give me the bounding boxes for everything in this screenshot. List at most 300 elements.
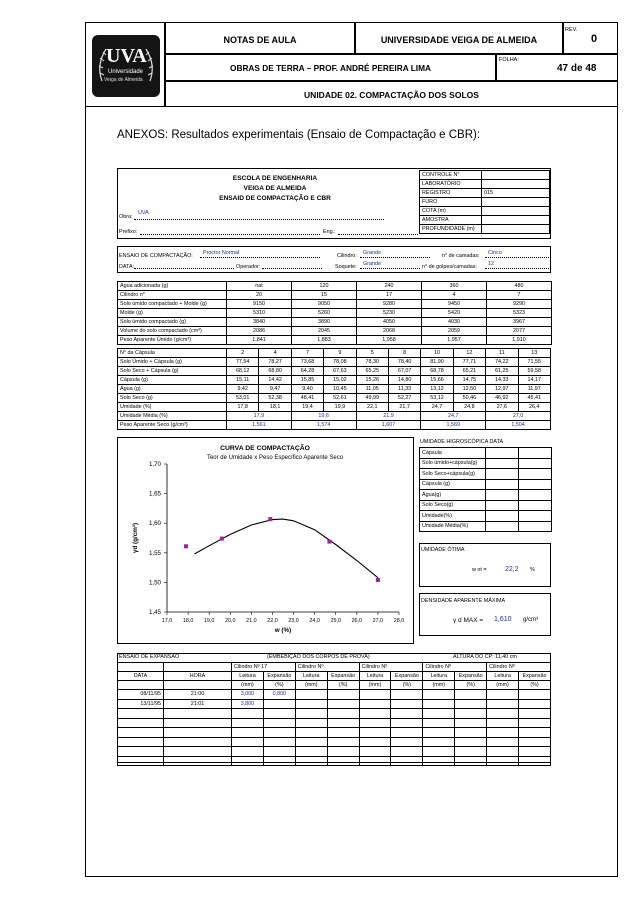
cell-value: 1,841 [227, 336, 292, 345]
cylinder-label: Cilindro Nº [487, 663, 551, 672]
data-line [134, 268, 234, 269]
cell-value: 17,9 [227, 412, 292, 421]
cell-value: 15,66 [421, 376, 453, 385]
data-label: DATA: [119, 264, 135, 270]
blank-cell [263, 747, 295, 757]
row-label: Água adicionada (g) [118, 282, 227, 291]
x-tick-label: 27,0 [372, 618, 384, 624]
cell-value: 2086 [227, 327, 292, 336]
blank-cell [164, 756, 232, 766]
cell-value: 53,12 [421, 394, 453, 403]
blank-cell [487, 756, 519, 766]
eng-line [338, 234, 418, 235]
blank-cell [487, 690, 519, 700]
blank-cell [391, 709, 423, 719]
logo-sub1: Universidade [108, 69, 144, 75]
annex-title: ANEXOS: Resultados experimentais (Ensaio de Compactação e CBR): [117, 129, 481, 141]
soquete-label: Soquete: [335, 264, 357, 270]
data-point [184, 544, 188, 548]
ensaio-label: ENSAIO DE COMPACTAÇÃO: [119, 253, 193, 259]
control-label: COTA (m) [420, 207, 482, 216]
cell-value: 50,46 [453, 394, 485, 403]
blank-cell [519, 737, 551, 747]
capsule-header-row [118, 349, 551, 358]
cell-value: 15,85 [291, 376, 323, 385]
cell-value: 9,42 [227, 385, 259, 394]
row-label: Umidade Média (%) [118, 412, 227, 421]
compaction-row [118, 327, 552, 336]
camadas-value: Cinco [488, 250, 502, 256]
compaction-chart [117, 437, 414, 644]
cell-value: 78,08 [324, 358, 356, 367]
operador-line [262, 268, 322, 269]
blank-cell [359, 747, 391, 757]
y-tick-label: 1,45 [148, 609, 161, 616]
blank-cell [359, 709, 391, 719]
unit-mm: (mm) [487, 681, 519, 690]
exp-hour: 21:00 [164, 690, 232, 700]
hygro-cell [519, 521, 552, 532]
cell-value: 26,4 [518, 403, 550, 412]
exp-date: 08/11/95 [118, 690, 164, 700]
cell-value: 2077 [487, 327, 552, 336]
blank-cell [359, 699, 391, 709]
hygro-label: Cápsula (g) [420, 479, 486, 490]
control-table [419, 170, 550, 234]
expansion-height: ALTURA DO CP: 11,40 cm [453, 654, 517, 660]
hygro-cell [486, 469, 519, 480]
cell-value: 15,26 [356, 376, 388, 385]
x-tick-label: 24,0 [309, 618, 320, 624]
blank-cell [232, 756, 264, 766]
chart-subtitle: Teor de Umidade x Peso Específico Aparente Seco [206, 455, 344, 461]
blank-cell [327, 756, 359, 766]
dens-unit: g/cm³ [523, 617, 538, 623]
data-point [376, 578, 380, 582]
capsule-number: 7 [291, 349, 323, 358]
header-rev-label: REV. [565, 27, 578, 33]
blank-cell [391, 699, 423, 709]
blank-cell [519, 699, 551, 709]
blank-cell [391, 728, 423, 738]
blank-cell [359, 728, 391, 738]
hygro-label: Solo Seco(g) [420, 500, 486, 511]
blank-cell [455, 728, 487, 738]
row-label: Umidade (%) [118, 403, 227, 412]
blank-cell [295, 737, 327, 747]
hygro-row [420, 458, 552, 469]
hygro-label: Solo úmido+cápsula(g) [420, 458, 486, 469]
blank-cell [423, 690, 455, 700]
blank-cell [391, 737, 423, 747]
blank-cell [391, 747, 423, 757]
col-leitura: Leitura [295, 672, 327, 681]
ensaio-value: Proctor Normal [203, 250, 240, 256]
media-row [118, 412, 551, 421]
cell-value: 77,54 [227, 358, 259, 367]
soquete-value: Grande [363, 261, 381, 267]
cell-value: 1,504 [486, 421, 551, 430]
cell-value: 9450 [422, 300, 487, 309]
blank-cell [327, 718, 359, 728]
cell-value: 15,11 [227, 376, 259, 385]
data-point [220, 537, 224, 541]
cell-value: 27,6 [486, 403, 518, 412]
row-label: Cápsula (g) [118, 376, 227, 385]
row-label: Solo Úmido + Cápsula (g) [118, 358, 227, 367]
row-label: Solo Seco (g) [118, 394, 227, 403]
cell-value: 5323 [487, 309, 552, 318]
blank-cell [519, 747, 551, 757]
compaction-table [117, 281, 552, 345]
camadas-label: n° de camadas: [442, 253, 480, 259]
golpes-value: 12 [488, 261, 494, 267]
x-tick-label: 23,0 [288, 618, 299, 624]
control-row [420, 225, 550, 234]
row-label: Volume do solo compactado (cm³) [118, 327, 227, 336]
cell-value: 59,58 [518, 367, 550, 376]
moisture-row [118, 394, 551, 403]
cell-value: 52,61 [324, 394, 356, 403]
cell-value: 68,80 [259, 367, 291, 376]
header-rev-value: 0 [591, 33, 598, 45]
blank-cell [263, 718, 295, 728]
row-label: Peso Aparente Úmido (g/cm³) [118, 336, 227, 345]
control-row [420, 180, 550, 189]
cell-value: 67,07 [388, 367, 420, 376]
expansion-data-row [118, 718, 551, 728]
blank-cell [327, 699, 359, 709]
hygro-table [419, 447, 552, 532]
blank-cell [263, 756, 295, 766]
x-tick-label: 20,0 [225, 618, 236, 624]
unit-pct: (%) [263, 681, 295, 690]
control-label: FURO [420, 198, 482, 207]
blank-cell [423, 718, 455, 728]
unit-mm: (mm) [423, 681, 455, 690]
cell-value: 480 [487, 282, 552, 291]
cell-value: 1,958 [357, 336, 422, 345]
cell-value: 14,75 [453, 376, 485, 385]
blank-cell [487, 737, 519, 747]
cell-value: 68,78 [421, 367, 453, 376]
blank-cell [164, 747, 232, 757]
blank-cell [519, 690, 551, 700]
cell-value: 1,883 [292, 336, 357, 345]
cell-value: 21,9 [356, 412, 421, 421]
expansion-header-row [118, 672, 551, 681]
row-label: Molde (g) [118, 309, 227, 318]
logo-block [85, 22, 165, 107]
cell-value: 15 [292, 291, 357, 300]
cell-value: 5310 [227, 309, 292, 318]
control-value [482, 198, 550, 207]
col-expansao: Expansão [263, 672, 295, 681]
blank-cell [263, 737, 295, 747]
eng-label: Eng.: [323, 229, 336, 235]
blank-cell [164, 709, 232, 719]
cell-value: 14,42 [259, 376, 291, 385]
blank-cell [359, 737, 391, 747]
cell-value: 12,50 [453, 385, 485, 394]
cell-value: 3840 [227, 318, 292, 327]
hygro-row [420, 521, 552, 532]
header-folha-label: FOLHA: [499, 57, 519, 63]
hygro-label: Cápsula [420, 448, 486, 459]
moisture-row [118, 376, 551, 385]
x-tick-label: 17,0 [161, 618, 173, 624]
cell-value: 81,90 [421, 358, 453, 367]
capsule-number: 2 [227, 349, 259, 358]
capsule-number: 13 [518, 349, 550, 358]
y-tick-label: 1,55 [148, 549, 161, 557]
x-tick-label: 26,0 [351, 618, 363, 624]
exp-reading: 3,000 [232, 690, 264, 700]
cell-value: 19,4 [291, 403, 323, 412]
control-value [482, 225, 550, 234]
cell-value: 5420 [422, 309, 487, 318]
cell-value: 4 [422, 291, 487, 300]
cylinder-label: Cilindro Nº 17 [232, 663, 296, 672]
row-label: N° da Cápsula [118, 349, 227, 358]
cell-value: 1,569 [421, 421, 486, 430]
blank-cell [232, 709, 264, 719]
expansion-cylinder-row [118, 663, 551, 672]
hygro-label: Água(g) [420, 490, 486, 501]
blank-cell [423, 699, 455, 709]
cell-value: 14,80 [388, 376, 420, 385]
exp-reading: 3,800 [232, 699, 264, 709]
cell-value: 360 [422, 282, 487, 291]
cell-value: 10,45 [324, 385, 356, 394]
blank-cell [295, 728, 327, 738]
header-course: OBRAS DE TERRA – PROF. ANDRÉ PEREIRA LIMA [230, 63, 431, 73]
blank-cell [232, 737, 264, 747]
hygro-cell [486, 500, 519, 511]
blank-cell [391, 756, 423, 766]
col-expansao: Expansão [327, 672, 359, 681]
hygro-row [420, 448, 552, 459]
cell-value: 52,27 [388, 394, 420, 403]
expansion-imersion: (EMBEBIÇÃO DOS CORPOS DE PROVA) [267, 654, 370, 660]
moisture-row [118, 358, 551, 367]
expansion-title: ENSAIO DE EXPANSÃO [119, 654, 180, 660]
data-point [268, 517, 272, 521]
blank-cell [327, 728, 359, 738]
compaction-row [118, 318, 552, 327]
x-tick-label: 22,0 [267, 618, 278, 624]
cell-value: 14,17 [518, 376, 550, 385]
blank-cell [391, 718, 423, 728]
control-label: REGISTRO [420, 189, 482, 198]
blank-cell [118, 718, 164, 728]
hygro-cell [519, 511, 552, 522]
cell-value: 17 [357, 291, 422, 300]
blank-cell [423, 737, 455, 747]
moisture-row [118, 385, 551, 394]
blank-cell [118, 681, 164, 690]
cell-value: 78,40 [388, 358, 420, 367]
cylinder-label: Cilindro Nº [295, 663, 359, 672]
blank-cell [164, 681, 232, 690]
otima-value: 22,2 [505, 566, 519, 573]
dens-value: 1,610 [494, 616, 512, 623]
unit-mm: (mm) [232, 681, 264, 690]
cell-value: 4030 [422, 318, 487, 327]
blank-cell [118, 756, 164, 766]
unit-pct: (%) [455, 681, 487, 690]
blank-cell [487, 747, 519, 757]
hygro-row [420, 500, 552, 511]
compaction-row [118, 291, 552, 300]
moisture-table [117, 348, 551, 430]
cell-value: 71,55 [518, 358, 550, 367]
control-value [482, 180, 550, 189]
obra-value: UVA [138, 210, 149, 216]
cell-value: 17,8 [227, 403, 259, 412]
blank-cell [519, 718, 551, 728]
capsule-number: 10 [421, 349, 453, 358]
seco-row [118, 421, 551, 430]
blank-cell [423, 709, 455, 719]
expansion-data-row [118, 747, 551, 757]
capsule-number: 11 [486, 349, 518, 358]
control-value [482, 171, 550, 180]
control-label: AMOSTRA [420, 216, 482, 225]
blank-cell [327, 747, 359, 757]
capsule-number: 8 [388, 349, 420, 358]
row-label: Solo úmido compactado (g) [118, 318, 227, 327]
blank-cell [327, 690, 359, 700]
exp-hour: 21:01 [164, 699, 232, 709]
cell-value: 19,6 [291, 412, 356, 421]
dens-title: DENSIDADE APARENTE MÁXIMA [421, 598, 506, 604]
hygro-row [420, 479, 552, 490]
cell-value: 9150 [227, 300, 292, 309]
cilindro-label: Cilindro: [337, 253, 357, 259]
blank-cell [232, 747, 264, 757]
blank-cell [391, 690, 423, 700]
hygro-label: Umidade Média(%) [420, 521, 486, 532]
cell-value: 1,607 [356, 421, 421, 430]
cell-value: 65,21 [453, 367, 485, 376]
hygro-cell [486, 521, 519, 532]
y-tick-label: 1,65 [148, 490, 161, 498]
cell-value: 20 [227, 291, 292, 300]
cell-value: 1,561 [227, 421, 292, 430]
cell-value: 9050 [292, 300, 357, 309]
cell-value: 15,02 [324, 376, 356, 385]
blank-cell [359, 756, 391, 766]
expansion-unit-row [118, 681, 551, 690]
exp-date: 13/11/95 [118, 699, 164, 709]
blank-cell [487, 699, 519, 709]
data-point [327, 540, 331, 544]
cell-value: 14,33 [486, 376, 518, 385]
cell-value: 5230 [357, 309, 422, 318]
cell-value: 9290 [487, 300, 552, 309]
cell-value: 2068 [357, 327, 422, 336]
blank-cell [487, 709, 519, 719]
blank-cell [295, 709, 327, 719]
hygro-cell [486, 448, 519, 459]
row-label: Água (g) [118, 385, 227, 394]
compaction-row [118, 282, 552, 291]
otima-label: w ot = [472, 567, 487, 573]
blank-cell [455, 756, 487, 766]
form-school3: ENSAID DE COMPACTAÇÃO E CBR [219, 195, 331, 202]
cell-value: 5260 [292, 309, 357, 318]
y-tick-label: 1,50 [148, 579, 161, 587]
blank-cell [164, 737, 232, 747]
header-notes: NOTAS DE AULA [223, 35, 297, 45]
capsule-number: 12 [453, 349, 485, 358]
x-axis-label: w (%) [274, 627, 292, 634]
unit-mm: (mm) [295, 681, 327, 690]
blank-cell [295, 756, 327, 766]
row-label: Cilindro n° [118, 291, 227, 300]
cell-value: 1,910 [487, 336, 552, 345]
expansion-data-row [118, 709, 551, 719]
row-label: Solo Seco + Cápsula (g) [118, 367, 227, 376]
cell-value: 61,25 [486, 367, 518, 376]
cell-value: 12,97 [486, 385, 518, 394]
cell-value: 74,22 [486, 358, 518, 367]
blank-cell [295, 747, 327, 757]
cell-value: 9,47 [259, 385, 291, 394]
cell-value: 11,05 [356, 385, 388, 394]
blank-cell [118, 747, 164, 757]
col-expansao: Expansão [519, 672, 551, 681]
blank-cell [423, 728, 455, 738]
expansion-data-row [118, 728, 551, 738]
blank-cell [327, 709, 359, 719]
blank-cell [487, 728, 519, 738]
cell-value: 78,27 [259, 358, 291, 367]
cell-value: 52,38 [259, 394, 291, 403]
control-label: LABORATÓRIO [420, 180, 482, 189]
blank-cell [455, 737, 487, 747]
hygro-cell [486, 458, 519, 469]
obra-line [134, 219, 384, 220]
col-hora: HORA [164, 672, 232, 681]
x-tick-label: 18,0 [182, 618, 194, 624]
blank-cell [359, 718, 391, 728]
form-school1: ESCOLA DE ENGENHARIA [232, 175, 318, 182]
unit-pct: (%) [391, 681, 423, 690]
blank-cell [455, 718, 487, 728]
control-label: CONTROLE N° [420, 171, 482, 180]
cell-value: 3967 [487, 318, 552, 327]
blank-cell [519, 756, 551, 766]
control-value [482, 216, 550, 225]
blank-cell [295, 718, 327, 728]
cylinder-label: Cilindro Nº [423, 663, 487, 672]
hygro-row [420, 469, 552, 480]
cell-value: 64,28 [291, 367, 323, 376]
blank-cell [455, 690, 487, 700]
cell-value: nat [227, 282, 292, 291]
cell-value: 7 [487, 291, 552, 300]
blank-cell [263, 728, 295, 738]
blank-cell [295, 690, 327, 700]
col-leitura: Leitura [359, 672, 391, 681]
cell-value: 21,7 [388, 403, 420, 412]
blank-cell [455, 747, 487, 757]
unit-pct: (%) [519, 681, 551, 690]
x-tick-label: 25,0 [330, 618, 341, 624]
logo-sub2: Veiga de Almeida [104, 77, 143, 83]
